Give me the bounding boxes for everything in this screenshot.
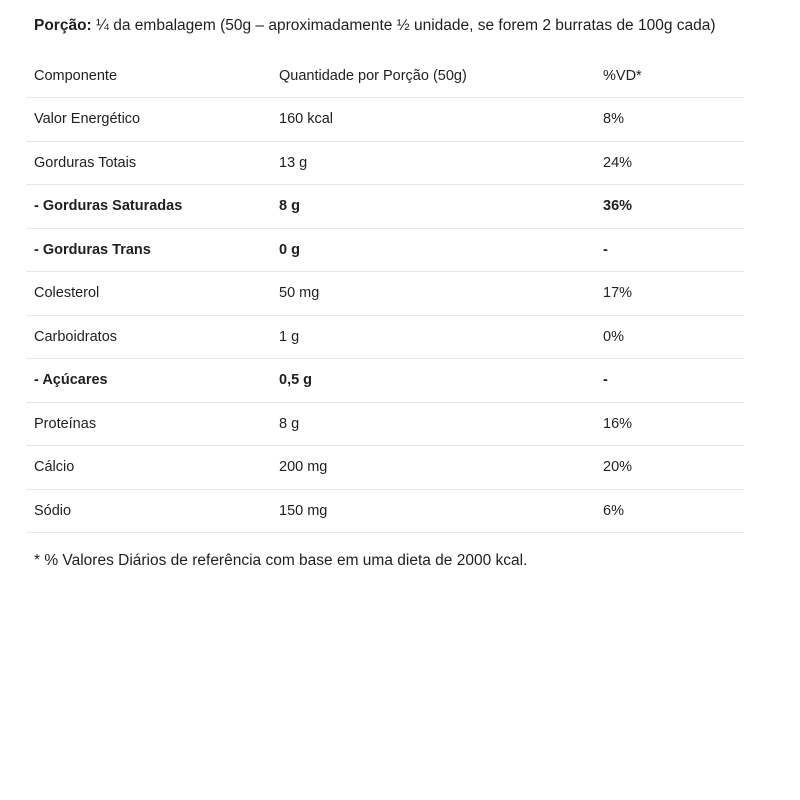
cell-quantity: 8 g (271, 185, 595, 229)
table-row (26, 446, 744, 490)
table-row (26, 98, 744, 142)
header-component: Componente (26, 54, 271, 98)
cell-quantity: 0,5 g (271, 359, 595, 403)
cell-quantity: 200 mg (271, 446, 595, 490)
cell-vd: 17% (595, 272, 744, 316)
cell-vd: 36% (595, 185, 744, 229)
cell-vd: 8% (595, 98, 744, 142)
table-row (26, 315, 744, 359)
cell-vd: - (595, 228, 744, 272)
table-row (26, 141, 744, 185)
cell-quantity: 8 g (271, 402, 595, 446)
cell-component: Cálcio (26, 446, 271, 490)
cell-component: Carboidratos (26, 315, 271, 359)
header-quantity: Quantidade por Porção (50g) (271, 54, 595, 98)
cell-component: - Gorduras Trans (26, 228, 271, 272)
cell-quantity: 50 mg (271, 272, 595, 316)
footnote: * % Valores Diários de referência com base em uma dieta de 2000 kcal. (34, 552, 528, 569)
cell-component: Colesterol (26, 272, 271, 316)
cell-quantity: 1 g (271, 315, 595, 359)
cell-vd: - (595, 359, 744, 403)
cell-quantity: 150 mg (271, 489, 595, 533)
portion-text: ¼ da embalagem (50g – aproximadamente ½ unidade, se forem 2 burratas de 100g cada) (91, 17, 716, 34)
cell-component: - Açúcares (26, 359, 271, 403)
cell-quantity: 13 g (271, 141, 595, 185)
table-header-row (26, 54, 744, 98)
table-row (26, 489, 744, 533)
cell-quantity: 0 g (271, 228, 595, 272)
nutrition-table (26, 54, 744, 533)
cell-vd: 16% (595, 402, 744, 446)
table-body (26, 98, 744, 533)
cell-component: Proteínas (26, 402, 271, 446)
table-row (26, 272, 744, 316)
portion-label: Porção: (34, 17, 92, 34)
cell-component: Sódio (26, 489, 271, 533)
table-row (26, 185, 744, 229)
cell-component: Gorduras Totais (26, 141, 271, 185)
cell-component: Valor Energético (26, 98, 271, 142)
cell-vd: 0% (595, 315, 744, 359)
portion-line (34, 16, 716, 36)
table-row (26, 359, 744, 403)
header-vd: %VD* (595, 54, 744, 98)
table-row (26, 228, 744, 272)
cell-component: - Gorduras Saturadas (26, 185, 271, 229)
cell-vd: 6% (595, 489, 744, 533)
cell-vd: 20% (595, 446, 744, 490)
cell-quantity: 160 kcal (271, 98, 595, 142)
table-row (26, 402, 744, 446)
cell-vd: 24% (595, 141, 744, 185)
